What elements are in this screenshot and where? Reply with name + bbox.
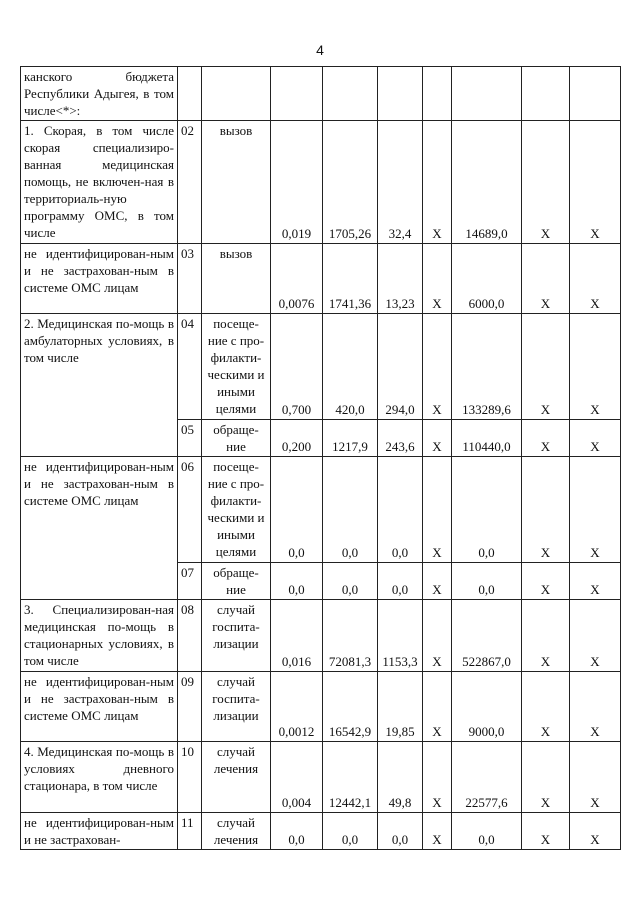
cell-value: [570, 67, 621, 121]
row-unit: вызов: [202, 244, 271, 314]
cell-value: 110440,0: [452, 420, 522, 457]
row-code: 07: [178, 563, 202, 600]
row-code: 04: [178, 314, 202, 420]
row-name: 3. Специализирован-ная медицинская по-мощь в стационарных условиях, в том числе: [21, 600, 178, 672]
cell-value: X: [423, 121, 452, 244]
table-row: [21, 457, 621, 563]
row-unit: обраще-ние: [202, 420, 271, 457]
cell-value: X: [570, 244, 621, 314]
cell-value: X: [570, 742, 621, 813]
cell-value: [423, 67, 452, 121]
cell-value: X: [423, 813, 452, 850]
row-unit: случай лечения: [202, 813, 271, 850]
cell-value: X: [570, 121, 621, 244]
cell-value: 0,004: [271, 742, 323, 813]
cell-value: 19,85: [378, 672, 423, 742]
cell-value: 0,700: [271, 314, 323, 420]
cell-value: 0,0: [323, 457, 378, 563]
cell-value: [323, 67, 378, 121]
cell-value: 0,0: [452, 813, 522, 850]
cell-value: X: [570, 813, 621, 850]
row-unit: вызов: [202, 121, 271, 244]
cell-value: X: [423, 563, 452, 600]
cell-value: 0,0: [378, 813, 423, 850]
cell-value: 133289,6: [452, 314, 522, 420]
row-code: 08: [178, 600, 202, 672]
cell-value: 0,0: [452, 563, 522, 600]
row-name: канского бюджета Республики Адыгея, в том числе<*>:: [21, 67, 178, 121]
cell-value: 0,019: [271, 121, 323, 244]
cell-value: 1741,36: [323, 244, 378, 314]
row-name: не идентифицирован-ным и не застрахован-ным в системе ОМС лицам: [21, 244, 178, 314]
cell-value: 13,23: [378, 244, 423, 314]
row-unit: случай госпита-лизации: [202, 672, 271, 742]
row-unit: случай лечения: [202, 742, 271, 813]
cell-value: X: [570, 420, 621, 457]
page-number: 4: [316, 42, 324, 58]
row-unit: посеще-ние с про-филакти-ческими и иными целями: [202, 314, 271, 420]
row-name: не идентифицирован-ным и не застрахован-ным в системе ОМС лицам: [21, 672, 178, 742]
cell-value: 72081,3: [323, 600, 378, 672]
table-row: [21, 314, 621, 420]
cell-value: X: [570, 314, 621, 420]
cell-value: 12442,1: [323, 742, 378, 813]
row-unit: случай госпита-лизации: [202, 600, 271, 672]
cell-value: X: [570, 600, 621, 672]
table-row: [21, 600, 621, 672]
cell-value: 0,0: [271, 813, 323, 850]
cell-value: [522, 67, 570, 121]
table-row: [21, 67, 621, 121]
row-name: не идентифицирован-ным и не застрахован-: [21, 813, 178, 850]
cell-value: 0,0: [271, 457, 323, 563]
row-code: 05: [178, 420, 202, 457]
cell-value: X: [522, 314, 570, 420]
cell-value: 1705,26: [323, 121, 378, 244]
cell-value: X: [522, 672, 570, 742]
row-name: не идентифицирован-ным и не застрахован-ным в системе ОМС лицам: [21, 457, 178, 600]
cell-value: X: [522, 244, 570, 314]
cell-value: X: [423, 314, 452, 420]
cell-value: 294,0: [378, 314, 423, 420]
budget-table: [20, 66, 621, 850]
cell-value: X: [423, 742, 452, 813]
cell-value: X: [522, 457, 570, 563]
cell-value: X: [522, 121, 570, 244]
row-unit: посеще-ние с про-филакти-ческими и иными целями: [202, 457, 271, 563]
cell-value: 522867,0: [452, 600, 522, 672]
row-name: 1. Скорая, в том числе скорая специализиро-ванная медицинская помощь, не включен-ная в территориаль-ную программу ОМС, в том числе: [21, 121, 178, 244]
cell-value: 0,0: [378, 457, 423, 563]
cell-value: X: [570, 672, 621, 742]
row-code: 06: [178, 457, 202, 563]
cell-value: 420,0: [323, 314, 378, 420]
cell-value: X: [570, 563, 621, 600]
cell-value: 0,200: [271, 420, 323, 457]
cell-value: 0,0: [323, 813, 378, 850]
cell-value: X: [423, 244, 452, 314]
cell-value: X: [423, 420, 452, 457]
cell-value: 0,0: [271, 563, 323, 600]
cell-value: 0,0076: [271, 244, 323, 314]
cell-value: 32,4: [378, 121, 423, 244]
row-name: 2. Медицинская по-мощь в амбулаторных условиях, в том числе: [21, 314, 178, 457]
row-code: 11: [178, 813, 202, 850]
cell-value: 1153,3: [378, 600, 423, 672]
cell-value: 6000,0: [452, 244, 522, 314]
cell-value: 49,8: [378, 742, 423, 813]
table-row: [21, 244, 621, 314]
cell-value: 243,6: [378, 420, 423, 457]
row-code: 02: [178, 121, 202, 244]
cell-value: [452, 67, 522, 121]
cell-value: X: [522, 813, 570, 850]
row-code: 10: [178, 742, 202, 813]
cell-value: 0,0012: [271, 672, 323, 742]
table-row: [21, 742, 621, 813]
cell-value: 0,0: [452, 457, 522, 563]
row-unit: [202, 67, 271, 121]
cell-value: X: [522, 600, 570, 672]
cell-value: X: [522, 420, 570, 457]
row-code: 03: [178, 244, 202, 314]
cell-value: 22577,6: [452, 742, 522, 813]
cell-value: X: [423, 672, 452, 742]
cell-value: 14689,0: [452, 121, 522, 244]
cell-value: 0,0: [323, 563, 378, 600]
cell-value: [378, 67, 423, 121]
cell-value: X: [423, 457, 452, 563]
table-row: [21, 813, 621, 850]
cell-value: X: [522, 563, 570, 600]
cell-value: 9000,0: [452, 672, 522, 742]
cell-value: X: [570, 457, 621, 563]
row-unit: обраще-ние: [202, 563, 271, 600]
table-row: [21, 672, 621, 742]
cell-value: [271, 67, 323, 121]
cell-value: 16542,9: [323, 672, 378, 742]
table-row: [21, 121, 621, 244]
cell-value: X: [423, 600, 452, 672]
row-code: [178, 67, 202, 121]
cell-value: 0,0: [378, 563, 423, 600]
cell-value: 0,016: [271, 600, 323, 672]
row-name: 4. Медицинская по-мощь в условиях дневного стационара, в том числе: [21, 742, 178, 813]
row-code: 09: [178, 672, 202, 742]
cell-value: 1217,9: [323, 420, 378, 457]
cell-value: X: [522, 742, 570, 813]
